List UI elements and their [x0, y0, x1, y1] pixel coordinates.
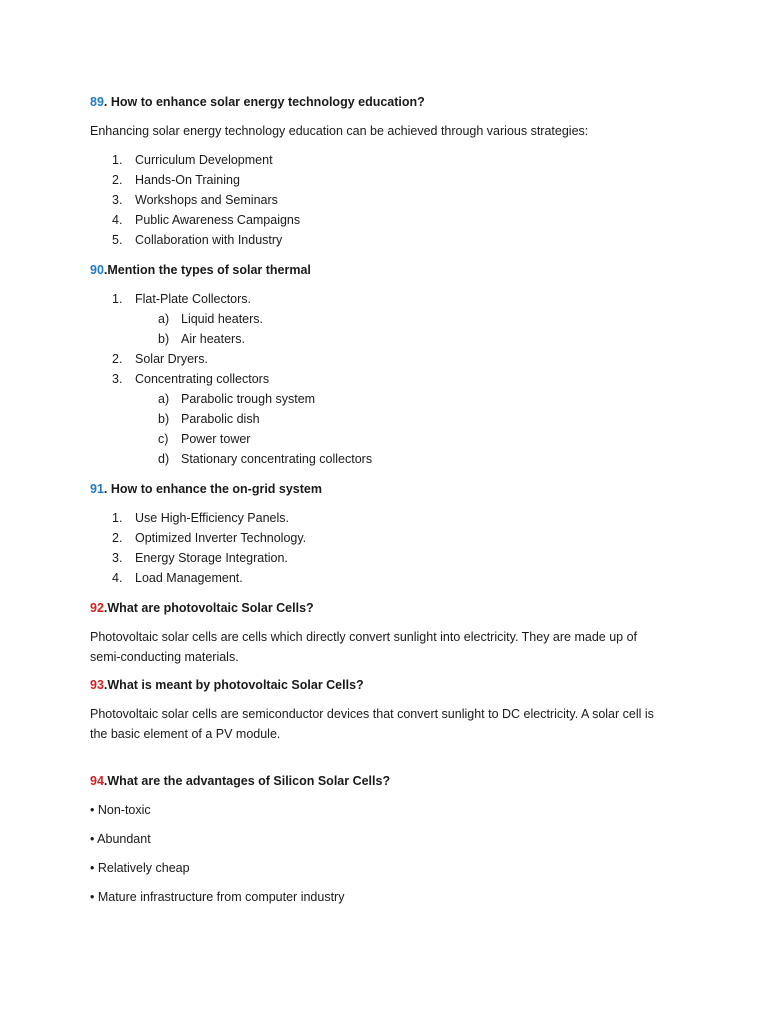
question-90-sublist: [90, 309, 690, 349]
list-item: [90, 548, 690, 568]
question-title: .What are the advantages of Silicon Solar Cells?: [103, 774, 391, 788]
list-item: [90, 568, 690, 588]
bullet-item: • Non-toxic: [90, 803, 151, 817]
list-item-text: Workshops and Seminars: [135, 193, 278, 207]
sublist-item: [90, 409, 690, 429]
list-item-text: Use High-Efficiency Panels.: [135, 511, 290, 525]
list-marker: 3.: [112, 193, 123, 207]
question-90-list-continued: [90, 349, 690, 389]
question-93-heading: [90, 675, 690, 695]
sublist-item: [90, 429, 690, 449]
list-marker: 3.: [112, 372, 123, 386]
question-90-heading: [90, 260, 690, 280]
question-94-heading: [90, 771, 690, 791]
list-item: [90, 528, 690, 548]
question-92-heading: [90, 598, 690, 618]
question-title: .What are photovoltaic Solar Cells?: [103, 601, 314, 615]
list-item: [90, 210, 690, 230]
question-number: 90: [90, 263, 104, 277]
sublist-item: [90, 449, 690, 469]
question-89-intro: Enhancing solar energy technology education can be achieved through various strategies:: [90, 124, 589, 138]
list-item-text: Optimized Inverter Technology.: [135, 531, 307, 545]
question-92-answer-line-1: Photovoltaic solar cells are cells which directly convert sunlight into electricity. They are made up of: [90, 630, 638, 644]
list-marker: 2.: [112, 352, 123, 366]
list-item: [90, 349, 690, 369]
sublist-item: [90, 309, 690, 329]
question-title: . How to enhance the on-grid system: [103, 482, 322, 496]
question-number: 93: [90, 678, 104, 692]
list-marker: 4.: [112, 571, 123, 585]
question-90-list: [90, 289, 690, 309]
question-title: .What is meant by photovoltaic Solar Cells?: [103, 678, 364, 692]
list-marker: 3.: [112, 551, 123, 565]
list-item: [90, 289, 690, 309]
question-number: 92: [90, 601, 104, 615]
list-item: [90, 369, 690, 389]
list-item: [90, 170, 690, 190]
list-marker: 2.: [112, 173, 123, 187]
list-item-text: Parabolic trough system: [181, 392, 316, 406]
list-marker: d): [158, 452, 170, 466]
list-marker: c): [158, 432, 169, 446]
list-item-text: Solar Dryers.: [135, 352, 208, 366]
sublist-item: [90, 329, 690, 349]
document-page: [90, 92, 690, 907]
list-item-text: Load Management.: [135, 571, 243, 585]
list-marker: b): [158, 332, 170, 346]
list-marker: 1.: [112, 292, 123, 306]
question-number: 91: [90, 482, 104, 496]
list-marker: 2.: [112, 531, 123, 545]
question-number: 94: [90, 774, 104, 788]
question-91-heading: [90, 479, 690, 499]
question-90-sublist-2: [90, 389, 690, 469]
list-item: [90, 230, 690, 250]
list-item-text: Liquid heaters.: [181, 312, 264, 326]
list-item-text: Public Awareness Campaigns: [135, 213, 301, 227]
question-number: 89: [90, 95, 104, 109]
question-92-answer-line-2: semi-conducting materials.: [90, 650, 239, 664]
list-item-text: Hands-On Training: [135, 173, 240, 187]
question-89-list: [90, 150, 690, 250]
list-item-text: Air heaters.: [181, 332, 245, 346]
list-item-text: Stationary concentrating collectors: [181, 452, 373, 466]
list-item-text: Curriculum Development: [135, 153, 273, 167]
question-89-heading: [90, 92, 690, 112]
list-marker: 1.: [112, 153, 123, 167]
bullet-item: • Relatively cheap: [90, 861, 190, 875]
question-91-list: [90, 508, 690, 588]
sublist-item: [90, 389, 690, 409]
list-item-text: Power tower: [181, 432, 251, 446]
list-marker: 1.: [112, 511, 123, 525]
list-item: [90, 508, 690, 528]
question-93-answer-line-1: Photovoltaic solar cells are semiconductor devices that convert sunlight to DC electricity. A solar cell is: [90, 707, 654, 721]
bullet-item: • Mature infrastructure from computer industry: [90, 890, 345, 904]
question-93-answer-line-2: the basic element of a PV module.: [90, 727, 281, 741]
question-title: .Mention the types of solar thermal: [103, 263, 311, 277]
list-marker: a): [158, 392, 170, 406]
list-item-text: Collaboration with Industry: [135, 233, 283, 247]
list-item-text: Flat-Plate Collectors.: [135, 292, 252, 306]
list-item: [90, 150, 690, 170]
list-marker: 5.: [112, 233, 123, 247]
list-marker: a): [158, 312, 170, 326]
list-marker: 4.: [112, 213, 123, 227]
list-item-text: Energy Storage Integration.: [135, 551, 288, 565]
bullet-item: • Abundant: [90, 832, 151, 846]
list-item: [90, 190, 690, 210]
list-item-text: Parabolic dish: [181, 412, 260, 426]
list-marker: b): [158, 412, 170, 426]
question-title: . How to enhance solar energy technology education?: [103, 95, 425, 109]
list-item-text: Concentrating collectors: [135, 372, 270, 386]
